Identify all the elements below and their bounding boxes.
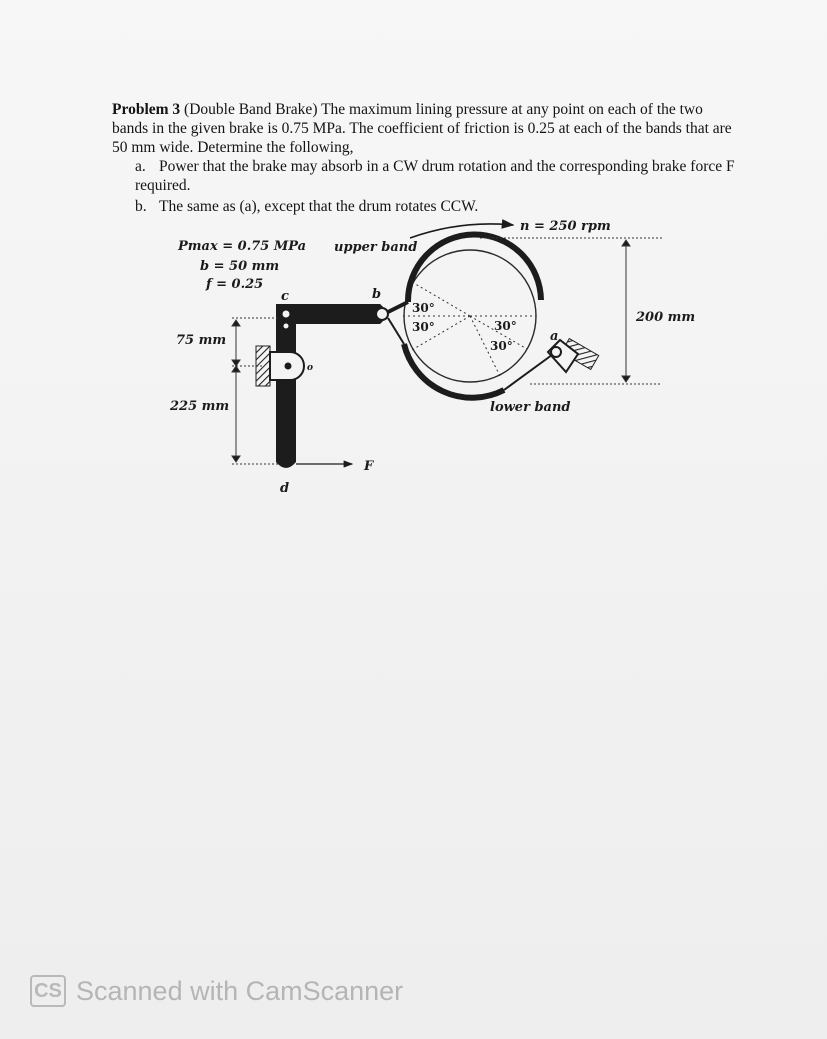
item-a-text: Power that the brake may absorb in a CW drum rotation and the corresponding brake force F required. [135, 158, 735, 194]
diameter-label: 200 mm [636, 310, 696, 325]
angle-label-3: 30° [494, 319, 517, 333]
camscanner-text: Scanned with CamScanner [76, 975, 404, 1006]
band-link-b2 [388, 318, 404, 344]
force-label: F [364, 459, 374, 474]
item-b-text: The same as (a), except that the drum rotates CCW. [159, 198, 479, 215]
lower-band [404, 344, 504, 398]
pin-c [283, 311, 290, 318]
angle-label-1: 30° [412, 301, 435, 315]
problem-heading: Problem 3 [112, 101, 181, 118]
item-b-marker: b. [135, 198, 147, 215]
item-a-marker: a. [135, 158, 146, 175]
angle-label-4: 30° [490, 339, 513, 353]
upper-band-label: upper band [334, 240, 418, 255]
pivot-wall [256, 346, 270, 386]
pin-o [285, 363, 292, 370]
lever-dimensions [232, 318, 278, 464]
scanner-watermark [30, 975, 403, 1007]
pmax-label: Pmax = 0.75 MPa [178, 239, 307, 254]
dim-75-label: 75 mm [176, 333, 227, 348]
point-b-label: b [372, 287, 382, 302]
point-c-label: c [281, 289, 289, 304]
point-d-label: d [280, 481, 290, 496]
speed-label: n = 250 rpm [520, 219, 611, 234]
lever [276, 304, 296, 468]
pin-b [376, 308, 388, 320]
upper-band [408, 234, 541, 302]
dim-225-label: 225 mm [170, 399, 230, 414]
friction-label: f = 0.25 [206, 277, 264, 292]
angle-label-2: 30° [412, 320, 435, 334]
point-a-label: a [550, 329, 559, 344]
camscanner-logo: CS [30, 975, 66, 1007]
point-o-label: o [307, 363, 314, 373]
pin-c2 [284, 324, 289, 329]
lower-band-label: lower band [490, 400, 571, 415]
problem-text: (Double Band Brake) The maximum lining pressure at any point on each of the two bands in the given brake is 0.75 MPa. The coefficient of friction is 0.25 at each of the bands that are 50 mm wide. Determine the following, [112, 101, 732, 156]
width-label: b = 50 mm [200, 259, 280, 274]
